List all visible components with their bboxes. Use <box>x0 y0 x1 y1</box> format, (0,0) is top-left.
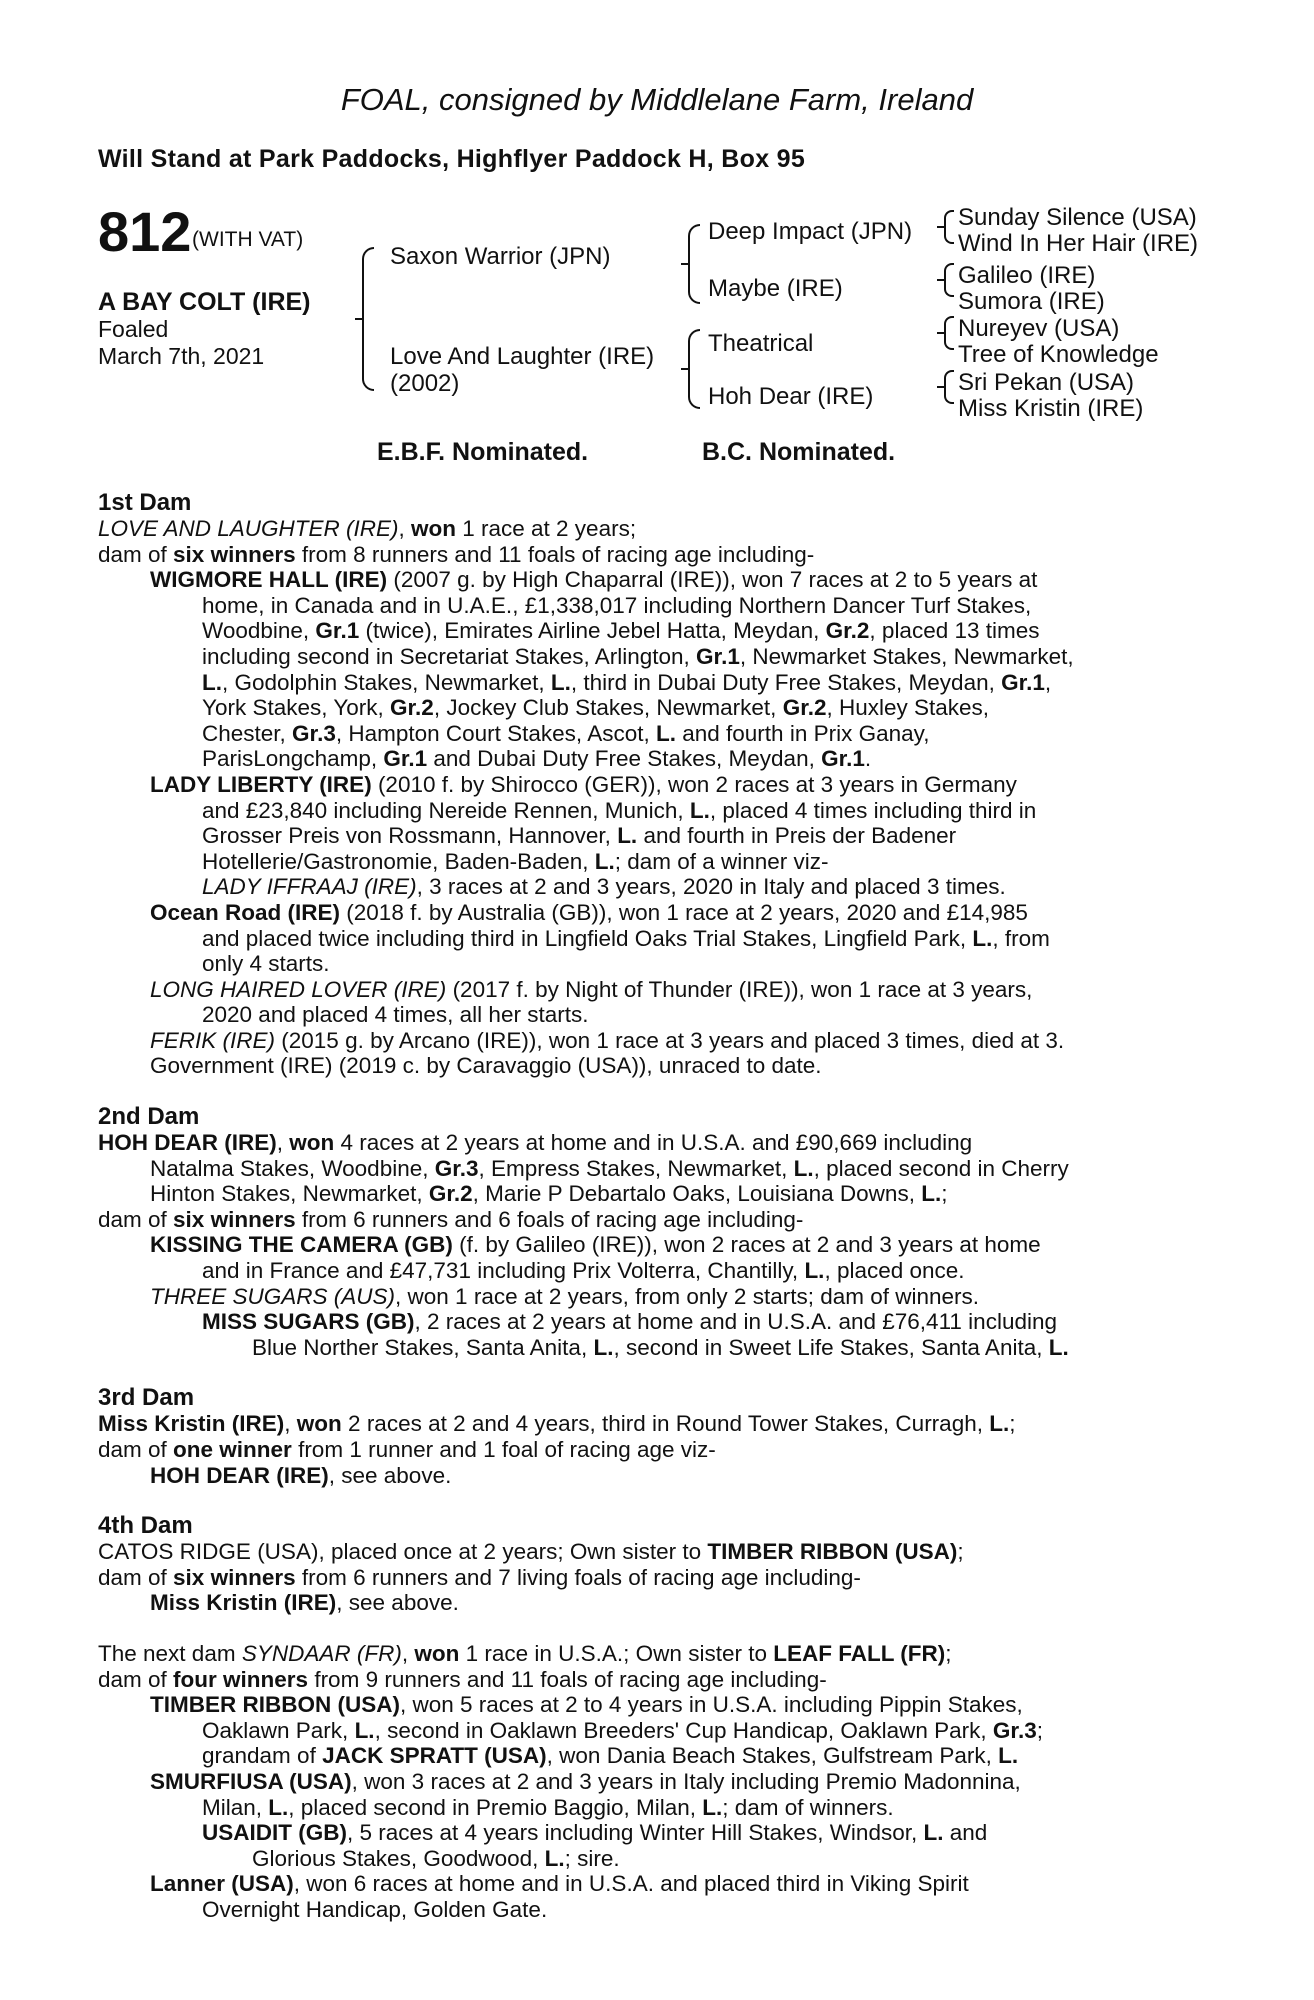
text-run: from 9 runners and 11 foals of racing age including- <box>308 1666 827 1692</box>
lot-description: A BAY COLT (IRE) <box>98 288 311 316</box>
record-line <box>98 1284 1204 1310</box>
text-run: , second in Oaklawn Breeders' Cup Handicap, Oaklawn Park, <box>374 1717 993 1743</box>
bold-text: HOH DEAR (IRE) <box>150 1462 329 1488</box>
bold-text: L. <box>655 720 676 746</box>
text-run: and £23,840 including Nereide Rennen, Munich, <box>202 797 690 823</box>
record-line <box>98 1053 1204 1079</box>
text-run: , third in Dubai Duty Free Stakes, Meydan, <box>570 669 1002 695</box>
pedigree-bracket-gg2 <box>944 263 954 297</box>
text-run: (f. by Galileo (IRE)), won 2 races at 2 and 3 years at home <box>452 1232 1041 1258</box>
record-line <box>98 1718 1204 1744</box>
text-run: , see above. <box>328 1462 452 1488</box>
text-run: ; dam of a winner viz- <box>614 848 829 874</box>
bold-text: L. <box>593 1334 614 1360</box>
italic-text: THREE SUGARS (AUS) <box>150 1283 396 1309</box>
record-line <box>98 670 1204 696</box>
text-run: (2010 f. by Shirocco (GER)), won 2 races at 3 years in Germany <box>371 771 1017 797</box>
record-line <box>98 516 1204 542</box>
text-run: CATOS RIDGE (USA), placed once at 2 years; Own sister to <box>98 1539 708 1565</box>
text-run: only 4 starts. <box>202 951 330 977</box>
bold-text: one winner <box>173 1437 292 1462</box>
text-run: , placed second in Cherry <box>813 1155 1069 1181</box>
record-line <box>98 1258 1204 1284</box>
text-run: Grosser Preis von Rossmann, Hannover, <box>202 823 618 849</box>
text-run: and fourth in Prix Ganay, <box>675 720 930 746</box>
bold-text: won <box>289 1130 335 1156</box>
great-grandparent: Galileo (IRE) <box>958 262 1096 289</box>
bold-text: HOH DEAR (IRE) <box>98 1130 277 1156</box>
great-grandparent: Nureyev (USA) <box>958 315 1120 342</box>
text-run: 2020 and placed 4 times, all her starts. <box>202 1002 589 1028</box>
bold-text: six winners <box>173 1206 296 1232</box>
record-line <box>98 849 1204 875</box>
record-line <box>98 1667 1204 1693</box>
pedigree-bracket-gg1 <box>944 210 954 244</box>
text-run: , second in Sweet Life Stakes, Santa Anita, <box>613 1334 1049 1360</box>
record-line <box>98 695 1204 721</box>
text-run: , <box>401 1640 415 1666</box>
vat-note: (WITH VAT) <box>192 228 304 251</box>
pedigree-bracket-sire <box>688 224 700 304</box>
bold-text: six winners <box>173 541 296 567</box>
text-run: from 6 runners and 7 living foals of racing age including- <box>295 1564 861 1590</box>
produce-record <box>98 490 1204 1923</box>
text-run: 4 races at 2 years at home and in U.S.A. and £90,669 including <box>334 1130 973 1156</box>
record-line <box>98 618 1204 644</box>
record-line <box>98 1692 1204 1718</box>
record-line <box>98 1335 1204 1361</box>
text-run: ; <box>957 1539 964 1565</box>
text-run: , placed once. <box>824 1258 965 1284</box>
italic-text: SYNDAAR (FR) <box>241 1640 402 1666</box>
text-run: ; <box>941 1181 948 1207</box>
record-line <box>98 1028 1204 1054</box>
record-line <box>98 746 1204 772</box>
text-run: , Marie P Debartalo Oaks, Louisiana Downs, <box>472 1181 922 1207</box>
text-run: and fourth in Preis der Badener <box>637 823 957 849</box>
text-run: (2015 g. by Arcano (IRE)), won 1 race at 3 years and placed 3 times, died at 3. <box>275 1027 1065 1053</box>
bold-text: Gr.2 <box>428 1181 473 1207</box>
record-line <box>98 721 1204 747</box>
record-line <box>98 951 1204 977</box>
fourth-dam-section <box>98 1513 1204 1616</box>
record-line <box>98 593 1204 619</box>
bold-text: TIMBER RIBBON (USA) <box>707 1539 958 1565</box>
bold-text: USAIDIT (GB) <box>202 1820 347 1846</box>
bold-text: KISSING THE CAMERA (GB) <box>150 1232 453 1258</box>
text-run: ; <box>1036 1717 1043 1743</box>
bold-text: Gr.1 <box>383 746 428 772</box>
record-line <box>98 926 1204 952</box>
text-run: Hinton Stakes, Newmarket, <box>150 1181 429 1207</box>
section-heading: 4th Dam <box>98 1512 193 1540</box>
text-run: from 8 runners and 11 foals of racing age including- <box>295 541 815 567</box>
text-run: dam of <box>98 541 174 567</box>
next-dam-section <box>98 1641 1204 1923</box>
text-run: and in France and £47,731 including Prix Volterra, Chantilly, <box>202 1258 805 1284</box>
record-line <box>98 1871 1204 1897</box>
text-run: and <box>943 1820 988 1846</box>
bold-text: Gr.2 <box>825 618 870 644</box>
great-grandparent: Wind In Her Hair (IRE) <box>958 230 1199 257</box>
bold-text: won <box>410 516 456 541</box>
text-run: , see above. <box>336 1590 459 1616</box>
text-run: Blue Norther Stakes, Santa Anita, <box>252 1334 594 1360</box>
bold-text: JACK SPRATT (USA) <box>322 1743 547 1769</box>
consignor-title: FOAL, consigned by Middlelane Farm, Ireland <box>340 82 974 117</box>
text-run: (2017 f. by Night of Thunder (IRE)), won 1 race at 3 years, <box>446 976 1033 1002</box>
text-run: from 1 runner and 1 foal of racing age viz- <box>291 1437 716 1462</box>
foaled-date: March 7th, 2021 <box>98 343 265 369</box>
record-line <box>98 1769 1204 1795</box>
bold-text: L. <box>923 1820 944 1846</box>
bold-text: L. <box>998 1743 1019 1769</box>
text-run: and placed twice including third in Lingfield Oaks Trial Stakes, Lingfield Park, <box>202 925 973 951</box>
text-run: , Jockey Club Stakes, Newmarket, <box>433 695 783 721</box>
text-run: , placed 4 times including third in <box>709 797 1037 823</box>
italic-text: LONG HAIRED LOVER (IRE) <box>150 976 447 1002</box>
text-run: from 6 runners and 6 foals of racing age including- <box>295 1206 804 1232</box>
text-run: ; <box>1009 1411 1016 1437</box>
text-run: Glorious Stakes, Goodwood, <box>252 1845 545 1871</box>
bold-text: L. <box>544 1845 565 1871</box>
text-run: , 2 races at 2 years at home and in U.S.A. and £76,411 including <box>414 1309 1057 1335</box>
bold-text: L. <box>202 669 222 695</box>
text-run: Overnight Handicap, Golden Gate. <box>202 1896 548 1922</box>
text-run: Woodbine, <box>202 618 316 644</box>
text-run: Chester, <box>202 720 293 746</box>
record-line <box>98 1156 1204 1182</box>
record-line <box>98 1411 1204 1437</box>
bold-text: L. <box>268 1794 289 1820</box>
text-run: ; dam of winners. <box>722 1794 894 1820</box>
dam-dam: Hoh Dear (IRE) <box>708 383 874 410</box>
text-run: , placed second in Premio Baggio, Milan, <box>288 1794 703 1820</box>
bold-text: L. <box>1048 1334 1069 1360</box>
record-line <box>98 1795 1204 1821</box>
bold-text: L. <box>689 797 710 823</box>
italic-text: LADY IFFRAAJ (IRE) <box>202 874 417 900</box>
dam-sire: Theatrical <box>708 330 814 357</box>
section-heading: 3rd Dam <box>98 1384 195 1412</box>
bold-text: LEAF FALL (FR) <box>773 1640 946 1666</box>
bold-text: L. <box>989 1411 1010 1437</box>
record-line <box>98 1897 1204 1923</box>
bold-text: Gr.3 <box>992 1717 1037 1743</box>
text-run: Hotellerie/Gastronomie, Baden-Baden, <box>202 848 595 874</box>
bold-text: six winners <box>173 1564 296 1590</box>
text-run: Government (IRE) (2019 c. by Caravaggio (USA)), unraced to date. <box>150 1053 822 1079</box>
text-run: , Godolphin Stakes, Newmarket, <box>222 669 551 695</box>
text-run: . <box>864 746 872 772</box>
text-run: The next dam <box>98 1640 242 1666</box>
text-run: , 3 races at 2 and 3 years, 2020 in Italy and placed 3 times. <box>416 874 1006 900</box>
text-run: 1 race in U.S.A.; Own sister to <box>459 1640 774 1666</box>
text-run: dam of <box>98 1564 174 1590</box>
record-line <box>98 1181 1204 1207</box>
record-line <box>98 1590 1204 1616</box>
bold-text: L. <box>793 1155 814 1181</box>
text-run: , <box>276 1130 290 1156</box>
bold-text: Gr.2 <box>390 695 434 721</box>
bold-text: Gr.1 <box>696 643 740 669</box>
sire-dam: Maybe (IRE) <box>708 275 843 302</box>
bold-text: LADY LIBERTY (IRE) <box>150 771 372 797</box>
text-run: including second in Secretariat Stakes, Arlington, <box>202 643 697 669</box>
record-line <box>98 1232 1204 1258</box>
great-grandparent: Sri Pekan (USA) <box>958 369 1135 396</box>
text-run: , won 5 races at 2 to 4 years in U.S.A. including Pippin Stakes, <box>399 1692 1023 1718</box>
record-line <box>98 1565 1204 1591</box>
record-line <box>98 772 1204 798</box>
text-run: , won Dania Beach Stakes, Gulfstream Park, <box>546 1743 999 1769</box>
bold-text: won <box>296 1411 342 1437</box>
text-run: Natalma Stakes, Woodbine, <box>150 1155 435 1181</box>
text-run: ParisLongchamp, <box>202 746 384 772</box>
text-run: , won 6 races at home and in U.S.A. and placed third in Viking Spirit <box>293 1871 969 1897</box>
record-line <box>98 1207 1204 1233</box>
sire-sire: Deep Impact (JPN) <box>708 218 913 245</box>
record-line <box>98 874 1204 900</box>
text-run: (twice), Emirates Airline Jebel Hatta, Meydan, <box>359 618 826 644</box>
text-run: (2007 g. by High Chaparral (IRE)), won 7 races at 2 to 5 years at <box>387 567 1038 593</box>
bold-text: Miss Kristin (IRE) <box>98 1411 285 1437</box>
record-line <box>98 1539 1204 1565</box>
great-grandparent: Sunday Silence (USA) <box>958 204 1197 231</box>
bold-text: L. <box>804 1258 825 1284</box>
bold-text: Lanner (USA) <box>150 1871 294 1897</box>
text-run: , won 3 races at 2 and 3 years in Italy including Premio Madonnina, <box>351 1768 1021 1794</box>
pedigree-bracket-gg4 <box>944 370 954 404</box>
record-line <box>98 1130 1204 1156</box>
record-line <box>98 1002 1204 1028</box>
pedigree-bracket-dam <box>688 329 700 409</box>
text-run: , 5 races at 4 years including Winter Hill Stakes, Windsor, <box>347 1820 924 1846</box>
text-run: (2018 f. by Australia (GB)), won 1 race at 2 years, 2020 and £14,985 <box>340 899 1028 925</box>
text-run: , Hampton Court Stakes, Ascot, <box>335 720 656 746</box>
text-run: , won 1 race at 2 years, from only 2 starts; dam of winners. <box>395 1283 980 1309</box>
text-run: 2 races at 2 and 4 years, third in Round Tower Stakes, Curragh, <box>341 1411 990 1437</box>
record-line <box>98 1641 1204 1667</box>
record-line <box>98 900 1204 926</box>
bold-text: L. <box>702 1794 723 1820</box>
text-run: 1 race at 2 years; <box>455 516 637 541</box>
foaled-info <box>98 316 264 370</box>
section-heading: 2nd Dam <box>98 1103 200 1131</box>
bold-text: L. <box>617 823 638 849</box>
record-line <box>98 977 1204 1003</box>
great-grandparent: Tree of Knowledge <box>958 341 1159 368</box>
bold-text: Ocean Road (IRE) <box>150 899 341 925</box>
text-run: Milan, <box>202 1794 269 1820</box>
dam-year: (2002) <box>390 370 460 397</box>
record-line <box>98 1820 1204 1846</box>
text-run: , Huxley Stakes, <box>826 695 990 721</box>
bold-text: four winners <box>173 1666 309 1692</box>
pedigree-bracket-main <box>362 247 374 391</box>
bold-text: Gr.1 <box>315 618 360 644</box>
record-line <box>98 1309 1204 1335</box>
bold-text: L. <box>972 925 993 951</box>
bold-text: Gr.2 <box>782 695 827 721</box>
record-line <box>98 1437 1204 1463</box>
bold-text: Gr.3 <box>434 1155 479 1181</box>
record-line <box>98 823 1204 849</box>
text-run: ; <box>945 1640 952 1666</box>
text-run: , from <box>992 925 1050 951</box>
bold-text: WIGMORE HALL (IRE) <box>150 567 388 593</box>
text-run: York Stakes, York, <box>202 695 391 721</box>
foaled-label: Foaled <box>98 316 169 342</box>
record-line <box>98 542 1204 568</box>
italic-text: LOVE AND LAUGHTER (IRE) <box>98 516 399 541</box>
text-run: grandam of <box>202 1743 323 1769</box>
great-grandparent: Sumora (IRE) <box>958 288 1105 315</box>
great-grandparent: Miss Kristin (IRE) <box>958 395 1144 422</box>
dam: Love And Laughter (IRE) <box>390 343 655 370</box>
section-heading: 1st Dam <box>98 489 192 516</box>
bold-text: L. <box>921 1181 942 1207</box>
ebf-nomination: E.B.F. Nominated. <box>377 438 589 466</box>
bold-text: L. <box>550 669 571 695</box>
lot-number: 812 <box>98 200 192 263</box>
record-line <box>98 1743 1204 1769</box>
sire: Saxon Warrior (JPN) <box>390 243 611 270</box>
pedigree-bracket-gg3 <box>944 316 954 350</box>
text-run: home, in Canada and in U.A.E., £1,338,017 including Northern Dancer Turf Stakes, <box>202 592 1032 618</box>
text-run: , <box>284 1411 297 1437</box>
record-line <box>98 567 1204 593</box>
text-run: dam of <box>98 1666 174 1692</box>
text-run: ; sire. <box>564 1845 620 1871</box>
bold-text: L. <box>354 1717 375 1743</box>
stand-location: Will Stand at Park Paddocks, Highflyer Paddock H, Box 95 <box>98 145 806 173</box>
record-line <box>98 798 1204 824</box>
bold-text: Gr.1 <box>821 746 865 772</box>
bold-text: won <box>414 1640 460 1666</box>
third-dam-section <box>98 1385 1204 1488</box>
text-run: , <box>1044 669 1052 695</box>
bold-text: Gr.3 <box>292 720 336 746</box>
record-line <box>98 1463 1204 1489</box>
text-run: Oaklawn Park, <box>202 1717 355 1743</box>
bold-text: L. <box>594 848 615 874</box>
text-run: , Newmarket Stakes, Newmarket, <box>739 643 1074 669</box>
bold-text: SMURFIUSA (USA) <box>150 1768 352 1794</box>
record-line <box>98 1846 1204 1872</box>
bold-text: Miss Kristin (IRE) <box>150 1590 337 1616</box>
text-run: dam of <box>98 1206 174 1232</box>
text-run: and Dubai Duty Free Stakes, Meydan, <box>427 746 822 772</box>
bold-text: MISS SUGARS (GB) <box>202 1309 415 1335</box>
text-run: , <box>398 516 411 541</box>
record-line <box>98 644 1204 670</box>
second-dam-section <box>98 1104 1204 1360</box>
text-run: , placed 13 times <box>869 618 1040 644</box>
bold-text: TIMBER RIBBON (USA) <box>150 1692 400 1718</box>
text-run: dam of <box>98 1437 174 1462</box>
first-dam-section <box>98 490 1204 1079</box>
bc-nomination: B.C. Nominated. <box>702 438 896 466</box>
bold-text: Gr.1 <box>1001 669 1045 695</box>
italic-text: FERIK (IRE) <box>150 1027 276 1053</box>
text-run: , Empress Stakes, Newmarket, <box>478 1155 794 1181</box>
